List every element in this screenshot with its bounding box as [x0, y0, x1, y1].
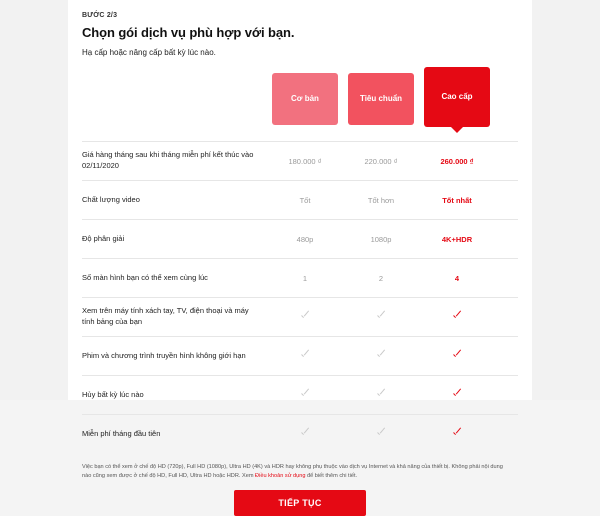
check-icon	[377, 390, 386, 399]
cell-cancel-premium	[424, 390, 490, 401]
cell-resolution-premium: 4K+HDR	[441, 234, 473, 244]
cell-resolution-basic: 480p	[296, 234, 314, 244]
plan-comparison-table	[82, 141, 518, 453]
check-icon	[377, 312, 386, 321]
legal-text-before: Việc bạn có thể xem ở chế độ HD (720p), Full HD (1080p), Ultra HD (4K) và HDR hay không phụ thuộc vào dịch vụ Internet và khả năng của thiết bị. Không phải nội dung nào cũng xem được ở chế độ HD, Full HD, Ultra HD hoặc HDR. Xem	[82, 464, 503, 479]
plan-selection-card	[68, 0, 532, 508]
plan-option-premium-label: Cao cấp	[441, 92, 473, 102]
cell-price-premium: 260.000 ₫	[440, 156, 474, 166]
terms-of-use-link[interactable]: Điều khoản sử dụng	[255, 472, 306, 479]
row-values	[272, 157, 490, 166]
check-icon	[453, 351, 462, 360]
cell-unlimited-basic	[272, 351, 338, 362]
row-label-resolution: Độ phân giải	[82, 233, 125, 243]
table-row	[82, 180, 518, 219]
row-values	[272, 196, 490, 205]
row-label-price: Giá hàng tháng sau khi tháng miễn phí kết thúc vào 02/11/2020	[82, 150, 254, 170]
continue-button[interactable]: TIẾP TỤC	[234, 490, 365, 516]
cta-container	[82, 490, 518, 516]
plan-option-basic[interactable]	[272, 73, 338, 125]
cell-video-quality-premium: Tốt nhất	[442, 195, 472, 205]
cell-resolution-standard: 1080p	[370, 234, 392, 244]
legal-text-after: để biết thêm chi tiết.	[305, 472, 358, 479]
cell-unlimited-standard	[348, 351, 414, 362]
plan-option-basic-label: Cơ bản	[291, 94, 319, 104]
cell-video-quality-standard: Tốt hơn	[367, 195, 395, 205]
step-label: BƯỚC 2/3	[82, 12, 118, 19]
page-subtitle: Hạ cấp hoặc nâng cấp bất kỳ lúc nào.	[82, 48, 216, 57]
row-label-cancel: Hủy bất kỳ lúc nào	[82, 389, 144, 399]
check-icon	[301, 390, 310, 399]
table-row	[82, 219, 518, 258]
row-label-screens: Số màn hình bạn có thể xem cùng lúc	[82, 272, 208, 282]
row-values	[272, 274, 490, 283]
table-row	[82, 297, 518, 336]
cell-screens-premium: 4	[454, 273, 460, 283]
row-label-video-quality: Chất lượng video	[82, 194, 140, 204]
cell-devices-basic	[272, 312, 338, 323]
page-title: Chọn gói dịch vụ phù hợp với bạn.	[82, 25, 295, 40]
check-icon	[301, 351, 310, 360]
row-label-unlimited: Phim và chương trình truyền hình không giới hạn	[82, 350, 246, 360]
cell-devices-standard	[348, 312, 414, 323]
cell-cancel-basic	[272, 390, 338, 401]
table-row	[82, 258, 518, 297]
cell-free-month-standard	[348, 429, 414, 440]
cell-devices-premium	[424, 312, 490, 323]
check-icon	[301, 429, 310, 438]
table-row	[82, 336, 518, 375]
row-values	[272, 429, 490, 440]
row-label-free-month: Miễn phí tháng đầu tiên	[82, 428, 161, 438]
row-values	[272, 390, 490, 401]
plan-option-standard[interactable]	[348, 73, 414, 125]
table-row	[82, 375, 518, 414]
cell-cancel-standard	[348, 390, 414, 401]
check-icon	[453, 429, 462, 438]
plan-header-row	[272, 67, 518, 139]
legal-disclaimer	[82, 463, 518, 481]
table-row	[82, 414, 518, 453]
plan-option-standard-label: Tiêu chuẩn	[359, 94, 403, 104]
cell-price-standard: 220.000 ₫	[364, 156, 398, 166]
check-icon	[453, 312, 462, 321]
row-values	[272, 351, 490, 362]
row-values	[272, 312, 490, 323]
cell-unlimited-premium	[424, 351, 490, 362]
plan-option-premium[interactable]	[424, 67, 490, 127]
check-icon	[301, 312, 310, 321]
cell-screens-standard: 2	[378, 273, 384, 283]
row-values	[272, 235, 490, 244]
check-icon	[453, 390, 462, 399]
cell-price-basic: 180.000 ₫	[288, 156, 322, 166]
cell-free-month-premium	[424, 429, 490, 440]
table-row	[82, 141, 518, 180]
cell-screens-basic: 1	[302, 273, 308, 283]
check-icon	[377, 351, 386, 360]
row-label-devices: Xem trên máy tính xách tay, TV, điện thoại và máy tính bảng của bạn	[82, 306, 249, 326]
check-icon	[377, 429, 386, 438]
cell-video-quality-basic: Tốt	[299, 195, 311, 205]
cell-free-month-basic	[272, 429, 338, 440]
